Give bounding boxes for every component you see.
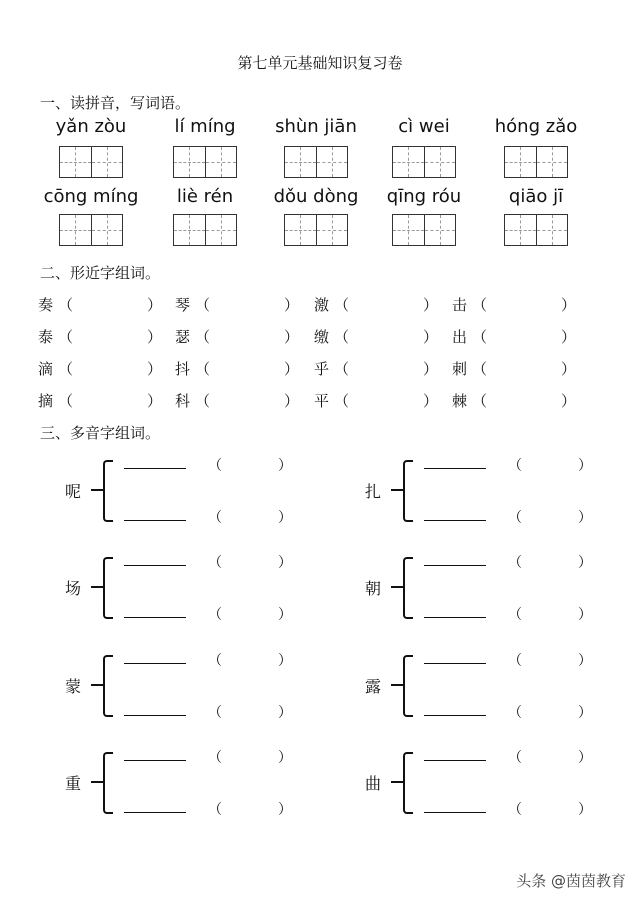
answer-line[interactable] xyxy=(124,468,186,469)
grid-cell[interactable] xyxy=(206,215,237,245)
brace-stem xyxy=(91,781,103,783)
paren-open: （ xyxy=(472,392,488,410)
pinyin-paren xyxy=(208,799,292,819)
paren-open: （ xyxy=(195,296,211,314)
grid-cell[interactable] xyxy=(317,147,348,177)
polyphone-char: 重 xyxy=(65,774,82,793)
char-pair xyxy=(314,294,438,315)
pinyin-paren xyxy=(508,604,592,624)
writing-grid[interactable] xyxy=(284,146,348,178)
answer-line[interactable] xyxy=(424,520,486,521)
paren-open: （ xyxy=(334,392,350,410)
brace xyxy=(103,752,113,814)
target-char: 平 xyxy=(314,392,330,410)
brace-stem xyxy=(391,684,403,686)
answer-line[interactable] xyxy=(124,715,186,716)
brace xyxy=(103,460,113,522)
target-char: 刺 xyxy=(452,360,468,378)
watermark: 头条 @茵茵教育 xyxy=(516,872,626,890)
pinyin-label: qiāo jī xyxy=(508,186,564,207)
paren-open: （ xyxy=(472,296,488,314)
pinyin-paren xyxy=(508,552,592,572)
paren-open: （ xyxy=(334,360,350,378)
paren-close: ） xyxy=(578,653,592,669)
grid-cell[interactable] xyxy=(537,147,568,177)
grid-cell[interactable] xyxy=(317,215,348,245)
pinyin-paren xyxy=(208,702,292,722)
pinyin-paren xyxy=(508,799,592,819)
pinyin-paren xyxy=(508,702,592,722)
grid-cell[interactable] xyxy=(285,215,317,245)
target-char: 奏 xyxy=(38,296,54,314)
char-pair xyxy=(314,358,438,379)
paren-close: ） xyxy=(578,555,592,571)
section3-heading: 三、多音字组词。 xyxy=(40,424,161,442)
paren-close: ） xyxy=(284,328,300,346)
paren-close: ） xyxy=(561,328,577,346)
paren-close: ） xyxy=(147,296,163,314)
paren-close: ） xyxy=(578,607,592,623)
paren-open: （ xyxy=(472,360,488,378)
paren-open: （ xyxy=(58,296,74,314)
polyphone-char: 露 xyxy=(365,677,382,696)
writing-grid[interactable] xyxy=(504,214,568,246)
paren-close: ） xyxy=(284,360,300,378)
char-pair xyxy=(452,326,576,347)
paren-open: （ xyxy=(58,392,74,410)
char-pair xyxy=(175,294,299,315)
target-char: 抖 xyxy=(175,360,191,378)
answer-line[interactable] xyxy=(124,663,186,664)
paren-open: （ xyxy=(508,510,522,526)
paren-close: ） xyxy=(278,802,292,818)
paren-open: （ xyxy=(208,802,222,818)
paren-close: ） xyxy=(278,705,292,721)
paren-open: （ xyxy=(58,360,74,378)
pinyin-label: lí míng xyxy=(174,116,236,137)
answer-line[interactable] xyxy=(124,812,186,813)
pinyin-paren xyxy=(208,507,292,527)
grid-cell[interactable] xyxy=(92,147,123,177)
grid-cell[interactable] xyxy=(206,147,237,177)
paren-open: （ xyxy=(208,750,222,766)
polyphone-char: 扎 xyxy=(365,482,382,501)
paren-open: （ xyxy=(58,328,74,346)
paren-open: （ xyxy=(208,458,222,474)
pinyin-label: liè rén xyxy=(176,186,234,207)
paren-close: ） xyxy=(278,458,292,474)
pinyin-paren xyxy=(508,507,592,527)
paren-close: ） xyxy=(147,328,163,346)
polyphone-char: 场 xyxy=(65,579,82,598)
paren-open: （ xyxy=(208,510,222,526)
grid-cell[interactable] xyxy=(425,147,456,177)
target-char: 泰 xyxy=(38,328,54,346)
grid-cell[interactable] xyxy=(174,215,206,245)
pinyin-label: yǎn zòu xyxy=(55,116,127,137)
brace xyxy=(403,460,413,522)
char-pair xyxy=(314,390,438,411)
paren-open: （ xyxy=(334,328,350,346)
target-char: 摘 xyxy=(38,392,54,410)
writing-grid[interactable] xyxy=(59,146,123,178)
char-pair xyxy=(38,390,162,411)
polyphone-char: 曲 xyxy=(365,774,382,793)
brace xyxy=(403,752,413,814)
target-char: 击 xyxy=(452,296,468,314)
polyphone-char: 蒙 xyxy=(65,677,82,696)
paren-close: ） xyxy=(284,392,300,410)
polyphone-char: 朝 xyxy=(365,579,382,598)
paren-close: ） xyxy=(147,360,163,378)
section2-heading: 二、形近字组词。 xyxy=(40,264,161,282)
pinyin-paren xyxy=(508,650,592,670)
writing-grid[interactable] xyxy=(284,214,348,246)
target-char: 瑟 xyxy=(175,328,191,346)
paren-open: （ xyxy=(208,705,222,721)
grid-cell[interactable] xyxy=(174,147,206,177)
grid-cell[interactable] xyxy=(60,147,92,177)
char-pair xyxy=(314,326,438,347)
brace-stem xyxy=(391,781,403,783)
answer-line[interactable] xyxy=(124,520,186,521)
brace xyxy=(103,557,113,619)
grid-cell[interactable] xyxy=(393,147,425,177)
paren-close: ） xyxy=(278,510,292,526)
paren-close: ） xyxy=(278,607,292,623)
paren-open: （ xyxy=(334,296,350,314)
pinyin-label: dǒu dòng xyxy=(273,186,359,207)
paren-close: ） xyxy=(423,328,439,346)
brace-stem xyxy=(391,586,403,588)
paren-open: （ xyxy=(208,607,222,623)
page-title: 第七单元基础知识复习卷 xyxy=(237,54,403,72)
grid-cell[interactable] xyxy=(505,147,537,177)
char-pair xyxy=(175,326,299,347)
target-char: 缴 xyxy=(314,328,330,346)
paren-close: ） xyxy=(578,750,592,766)
paren-close: ） xyxy=(578,705,592,721)
paren-open: （ xyxy=(508,802,522,818)
char-pair xyxy=(38,326,162,347)
paren-open: （ xyxy=(195,392,211,410)
brace xyxy=(103,655,113,717)
paren-open: （ xyxy=(508,705,522,721)
brace-stem xyxy=(91,489,103,491)
paren-close: ） xyxy=(561,392,577,410)
paren-close: ） xyxy=(561,296,577,314)
grid-cell[interactable] xyxy=(393,215,425,245)
grid-cell[interactable] xyxy=(537,215,568,245)
section1-heading: 一、读拼音，写词语。 xyxy=(40,94,191,112)
char-pair xyxy=(38,358,162,379)
paren-open: （ xyxy=(508,653,522,669)
target-char: 滴 xyxy=(38,360,54,378)
paren-close: ） xyxy=(278,653,292,669)
pinyin-paren xyxy=(208,747,292,767)
answer-line[interactable] xyxy=(424,468,486,469)
pinyin-paren xyxy=(508,455,592,475)
pinyin-label: shùn jiān xyxy=(275,116,357,137)
brace-stem xyxy=(391,489,403,491)
answer-line[interactable] xyxy=(424,760,486,761)
char-pair xyxy=(452,294,576,315)
answer-line[interactable] xyxy=(424,663,486,664)
brace-stem xyxy=(91,586,103,588)
paren-open: （ xyxy=(472,328,488,346)
writing-grid[interactable] xyxy=(173,146,237,178)
pinyin-label: qīng róu xyxy=(386,186,462,207)
writing-grid[interactable] xyxy=(392,214,456,246)
target-char: 激 xyxy=(314,296,330,314)
paren-open: （ xyxy=(508,555,522,571)
answer-line[interactable] xyxy=(424,565,486,566)
paren-close: ） xyxy=(278,555,292,571)
pinyin-label: hóng zǎo xyxy=(494,116,578,137)
paren-open: （ xyxy=(195,360,211,378)
paren-open: （ xyxy=(508,607,522,623)
brace-stem xyxy=(91,684,103,686)
pinyin-paren xyxy=(208,604,292,624)
target-char: 棘 xyxy=(452,392,468,410)
char-pair xyxy=(175,390,299,411)
grid-cell[interactable] xyxy=(425,215,456,245)
pinyin-paren xyxy=(208,455,292,475)
brace xyxy=(403,655,413,717)
pinyin-paren xyxy=(208,552,292,572)
answer-line[interactable] xyxy=(124,565,186,566)
paren-close: ） xyxy=(423,360,439,378)
paren-close: ） xyxy=(423,392,439,410)
grid-cell[interactable] xyxy=(60,215,92,245)
answer-line[interactable] xyxy=(424,715,486,716)
target-char: 琴 xyxy=(175,296,191,314)
brace xyxy=(403,557,413,619)
char-pair xyxy=(175,358,299,379)
target-char: 出 xyxy=(452,328,468,346)
paren-close: ） xyxy=(284,296,300,314)
target-char: 科 xyxy=(175,392,191,410)
pinyin-paren xyxy=(508,747,592,767)
writing-grid[interactable] xyxy=(392,146,456,178)
paren-close: ） xyxy=(561,360,577,378)
answer-line[interactable] xyxy=(124,760,186,761)
pinyin-label: cōng míng xyxy=(43,186,139,207)
writing-grid[interactable] xyxy=(59,214,123,246)
paren-open: （ xyxy=(195,328,211,346)
paren-close: ） xyxy=(578,802,592,818)
char-pair xyxy=(38,294,162,315)
grid-cell[interactable] xyxy=(505,215,537,245)
pinyin-paren xyxy=(208,650,292,670)
grid-cell[interactable] xyxy=(92,215,123,245)
paren-close: ） xyxy=(423,296,439,314)
polyphone-char: 呢 xyxy=(65,482,82,501)
grid-cell[interactable] xyxy=(285,147,317,177)
paren-open: （ xyxy=(208,653,222,669)
pinyin-label: cì wei xyxy=(398,116,450,137)
char-pair xyxy=(452,358,576,379)
paren-open: （ xyxy=(508,750,522,766)
answer-line[interactable] xyxy=(124,617,186,618)
answer-line[interactable] xyxy=(424,617,486,618)
target-char: 乎 xyxy=(314,360,330,378)
paren-close: ） xyxy=(578,510,592,526)
char-pair xyxy=(452,390,576,411)
writing-grid[interactable] xyxy=(173,214,237,246)
paren-close: ） xyxy=(147,392,163,410)
answer-line[interactable] xyxy=(424,812,486,813)
paren-open: （ xyxy=(208,555,222,571)
writing-grid[interactable] xyxy=(504,146,568,178)
paren-close: ） xyxy=(278,750,292,766)
paren-close: ） xyxy=(578,458,592,474)
paren-open: （ xyxy=(508,458,522,474)
